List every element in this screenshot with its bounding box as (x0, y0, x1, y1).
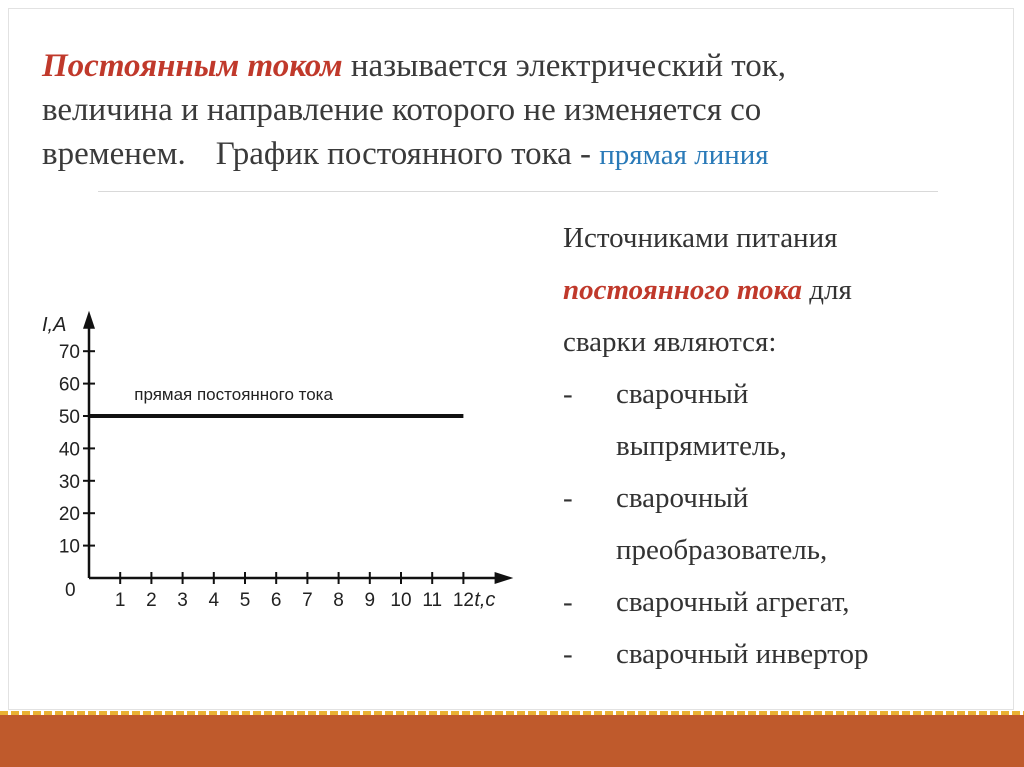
y-tick-label: 10 (58, 536, 80, 558)
x-tick-label: 5 (239, 590, 251, 611)
list-item-line1: сварочный инвертор (616, 638, 869, 670)
list-item (563, 628, 1003, 680)
list-dash: - (563, 586, 573, 618)
x-tick-label: 10 (390, 590, 412, 611)
heading-line1-rest: называется электрический ток, (342, 48, 787, 84)
heading-line3-start: временем. (42, 136, 186, 172)
footer-bar (0, 715, 1024, 767)
heading-line3-mid: График постоянного тока - (215, 136, 600, 172)
sources-intro-line2 (563, 264, 1003, 316)
x-axis-arrow (495, 572, 514, 584)
x-tick-label: 4 (208, 590, 220, 611)
sources-intro-tail: для (802, 274, 852, 306)
power-sources-list (563, 212, 1003, 680)
slide-heading (42, 44, 982, 177)
list-item-line1: сварочный агрегат, (616, 586, 850, 618)
x-tick-label: 6 (270, 590, 282, 611)
x-tick-label: 12 (452, 590, 474, 611)
y-tick-label: 60 (58, 374, 80, 396)
list-item-line2: выпрямитель, (616, 430, 787, 462)
x-tick-label: 3 (177, 590, 188, 611)
x-tick-label: 1 (114, 590, 126, 611)
sources-intro-emphasis: постоянного тока (563, 274, 803, 306)
divider (98, 191, 938, 192)
list-dash: - (563, 638, 573, 670)
list-item-line2: преобразователь, (616, 534, 828, 566)
x-tick-label: 2 (146, 590, 157, 611)
heading-highlight: прямая линия (599, 139, 769, 171)
list-item (563, 368, 1003, 472)
y-tick-label: 40 (58, 439, 80, 461)
y-tick-label: 30 (58, 471, 80, 493)
heading-line2: величина и направление которого не изменяется со (42, 92, 762, 128)
y-tick-label: 70 (58, 342, 80, 364)
dc-current-chart (28, 258, 538, 618)
list-item (563, 472, 1003, 576)
list-item-line1: сварочный (616, 378, 749, 410)
x-tick-label: 11 (422, 590, 443, 611)
origin-label: 0 (65, 580, 76, 601)
x-tick-label: 7 (302, 590, 313, 611)
heading-term: Постоянным током (42, 48, 343, 84)
sources-intro-line1: Источниками питания (563, 222, 838, 254)
x-tick-label: 9 (364, 590, 376, 611)
line-annotation: прямая постоянного тока (134, 385, 333, 404)
sources-intro-line3: сварки являются: (563, 326, 777, 358)
list-item-line1: сварочный (616, 482, 749, 514)
y-tick-label: 20 (58, 504, 80, 526)
y-tick-label: 50 (58, 407, 80, 428)
y-axis-arrow (83, 311, 95, 329)
list-dash: - (563, 378, 573, 410)
list-item (563, 576, 1003, 628)
list-dash: - (563, 482, 573, 514)
x-tick-label: 8 (333, 590, 344, 611)
x-axis-label: t,c (474, 589, 496, 611)
y-axis-label: I,A (42, 313, 67, 336)
